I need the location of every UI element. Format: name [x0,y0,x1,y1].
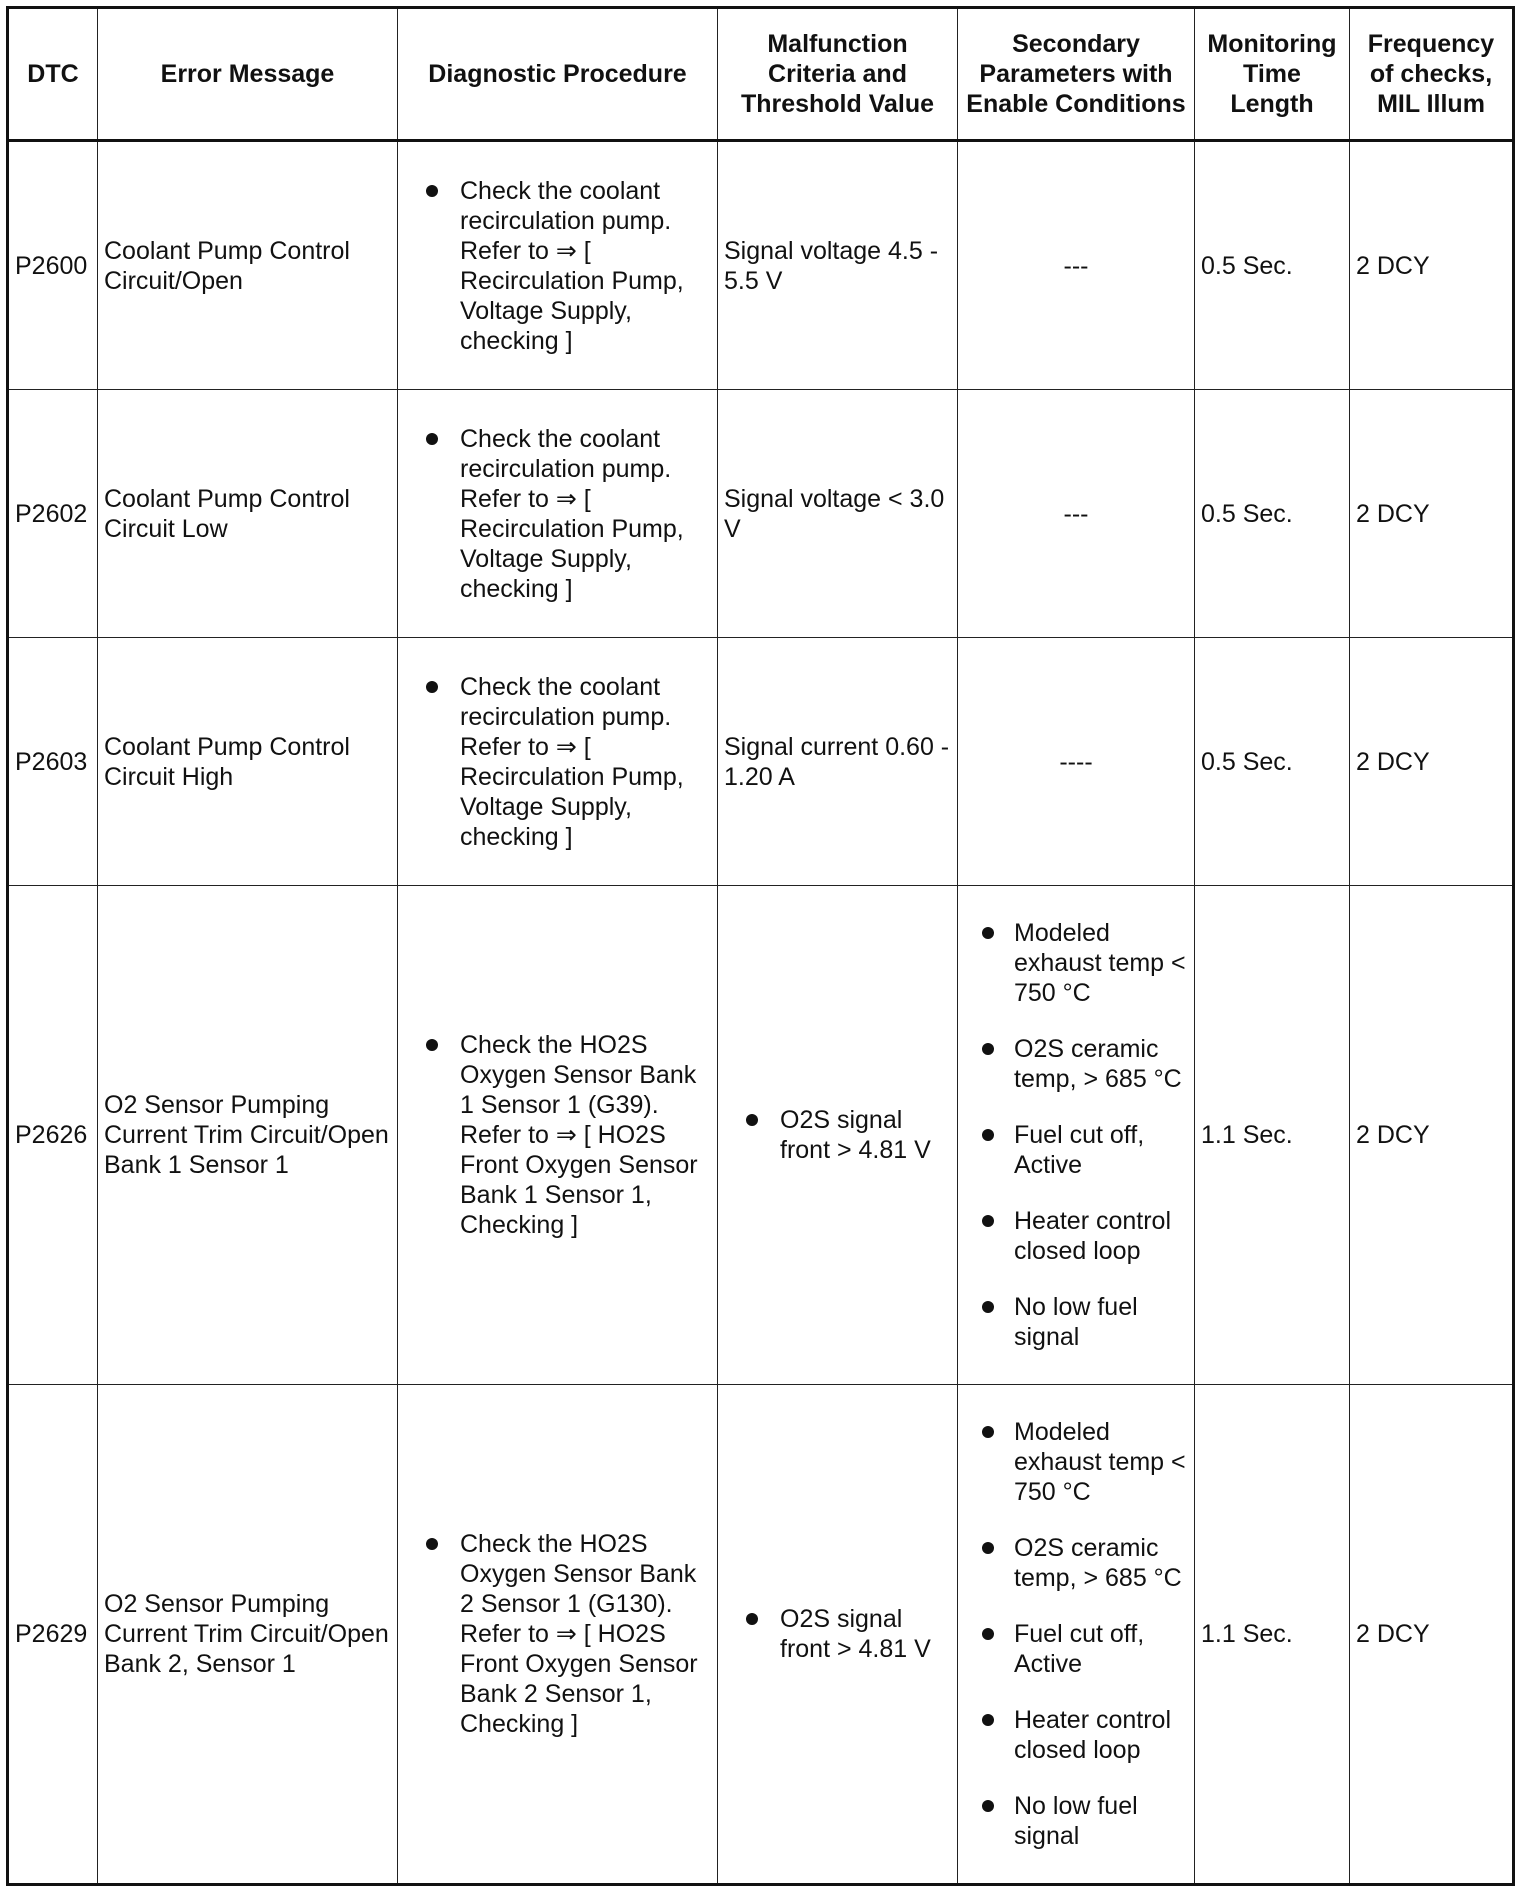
dtc-code: P2629 [8,1385,98,1885]
diagnostic-procedure [398,1385,718,1885]
bullet-icon [426,1039,438,1051]
dtc-code: P2626 [8,886,98,1385]
bullet-icon [982,1628,994,1640]
secondary-parameters: --- [958,390,1195,638]
header-dtc: DTC [8,8,98,141]
diagnostic-procedure [398,886,718,1385]
bullet-icon [982,1043,994,1055]
list-item [964,1034,1188,1094]
malfunction-criteria: Signal current 0.60 - 1.20 A [718,638,958,886]
header-monitoring-time: Monitoring Time Length [1195,8,1350,141]
monitoring-time: 1.1 Sec. [1195,1385,1350,1885]
bullet-icon [982,1800,994,1812]
table-row [8,886,1514,1385]
secondary-parameters: ---- [958,638,1195,886]
header-diagnostic-procedure: Diagnostic Procedure [398,8,718,141]
procedure-text: Check the HO2S Oxygen Sensor Bank 2 Sensor 1 (G130). Refer to ⇒ [ HO2S Front Oxygen Sensor Bank 2 Sensor 1, Checking ] [460,1530,698,1738]
bullet-icon [426,185,438,197]
frequency: 2 DCY [1350,886,1514,1385]
bullet-icon [982,1542,994,1554]
secondary-parameters [958,1385,1195,1885]
error-message: Coolant Pump Control Circuit/Open [98,141,398,390]
condition-text: No low fuel signal [1014,1792,1138,1850]
table-row [8,1385,1514,1885]
monitoring-time: 1.1 Sec. [1195,886,1350,1385]
diagnostic-procedure [398,390,718,638]
bullet-icon [982,1301,994,1313]
condition-text: Heater control closed loop [1014,1706,1172,1764]
list-item [964,1120,1188,1180]
frequency: 2 DCY [1350,1385,1514,1885]
condition-text: O2S ceramic temp, > 685 °C [1014,1035,1182,1093]
malfunction-criteria [718,1385,958,1885]
condition-text: O2S ceramic temp, > 685 °C [1014,1534,1182,1592]
error-message: O2 Sensor Pumping Current Trim Circuit/Open Bank 2, Sensor 1 [98,1385,398,1885]
malfunction-criteria: Signal voltage < 3.0 V [718,390,958,638]
condition-text: Modeled exhaust temp < 750 °C [1014,1418,1186,1506]
dtc-table [6,6,1515,1886]
bullet-icon [746,1613,758,1625]
frequency: 2 DCY [1350,390,1514,638]
header-secondary-parameters: Secondary Parameters with Enable Conditions [958,8,1195,141]
bullet-icon [426,1538,438,1550]
diagnostic-procedure [398,638,718,886]
diagnostic-procedure [398,141,718,390]
header-error-message: Error Message [98,8,398,141]
header-row [8,8,1514,141]
frequency: 2 DCY [1350,141,1514,390]
error-message: Coolant Pump Control Circuit High [98,638,398,886]
list-item [964,1533,1188,1593]
list-item [964,1206,1188,1266]
condition-text: Fuel cut off, Active [1014,1121,1145,1179]
table-row [8,638,1514,886]
condition-text: Heater control closed loop [1014,1207,1172,1265]
malfunction-criteria [718,886,958,1385]
bullet-icon [746,1114,758,1126]
list-item [964,1292,1188,1352]
frequency: 2 DCY [1350,638,1514,886]
monitoring-time: 0.5 Sec. [1195,390,1350,638]
condition-text: Fuel cut off, Active [1014,1620,1145,1678]
secondary-parameters: --- [958,141,1195,390]
error-message: Coolant Pump Control Circuit Low [98,390,398,638]
dtc-code: P2600 [8,141,98,390]
condition-text: No low fuel signal [1014,1293,1138,1351]
dtc-code: P2603 [8,638,98,886]
condition-text: Modeled exhaust temp < 750 °C [1014,919,1186,1007]
secondary-parameters [958,886,1195,1385]
procedure-text: Check the coolant recirculation pump. Refer to ⇒ [ Recirculation Pump, Voltage Supply, checking ] [460,176,684,355]
list-item [964,1705,1188,1765]
criteria-text: O2S signal front > 4.81 V [780,1605,931,1663]
dtc-code: P2602 [8,390,98,638]
table-row [8,390,1514,638]
bullet-icon [426,433,438,445]
bullet-icon [982,1215,994,1227]
list-item [964,918,1188,1008]
bullet-icon [982,927,994,939]
table-row [8,141,1514,390]
header-malfunction-criteria: Malfunction Criteria and Threshold Value [718,8,958,141]
procedure-text: Check the HO2S Oxygen Sensor Bank 1 Sensor 1 (G39). Refer to ⇒ [ HO2S Front Oxygen Sensor Bank 1 Sensor 1, Checking ] [460,1031,698,1239]
list-item [964,1791,1188,1851]
criteria-text: O2S signal front > 4.81 V [780,1106,931,1164]
bullet-icon [426,681,438,693]
malfunction-criteria: Signal voltage 4.5 - 5.5 V [718,141,958,390]
error-message: O2 Sensor Pumping Current Trim Circuit/Open Bank 1 Sensor 1 [98,886,398,1385]
procedure-text: Check the coolant recirculation pump. Refer to ⇒ [ Recirculation Pump, Voltage Supply, checking ] [460,672,684,851]
bullet-icon [982,1426,994,1438]
list-item [964,1619,1188,1679]
bullet-icon [982,1129,994,1141]
bullet-icon [982,1714,994,1726]
procedure-text: Check the coolant recirculation pump. Refer to ⇒ [ Recirculation Pump, Voltage Supply, checking ] [460,424,684,603]
list-item [964,1417,1188,1507]
monitoring-time: 0.5 Sec. [1195,638,1350,886]
header-frequency: Frequency of checks, MIL Illum [1350,8,1514,141]
monitoring-time: 0.5 Sec. [1195,141,1350,390]
